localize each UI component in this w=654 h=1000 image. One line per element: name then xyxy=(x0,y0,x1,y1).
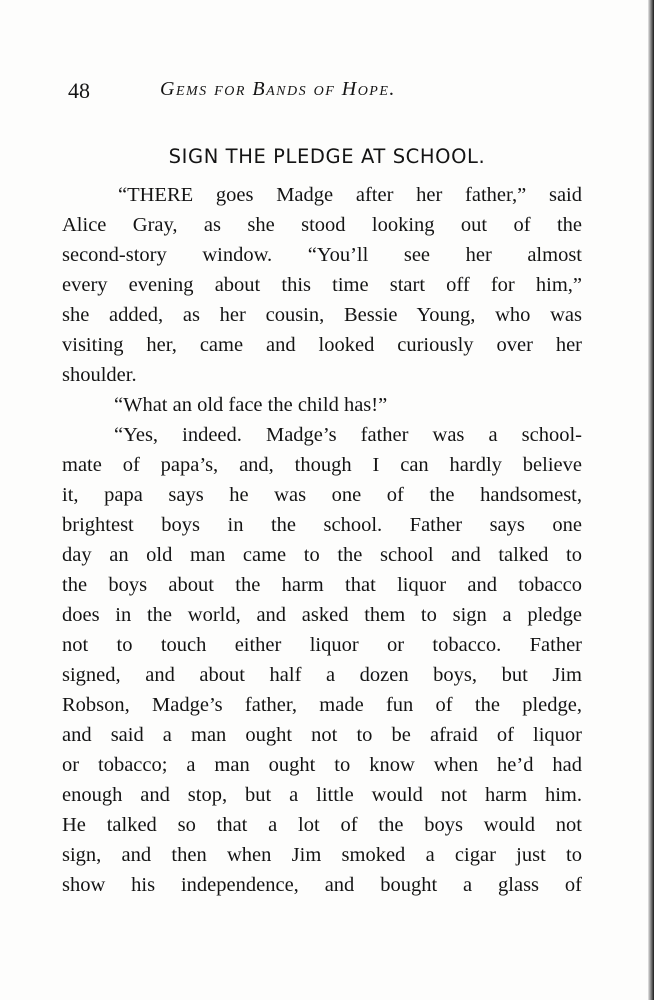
text-line: does in the world, and asked them to sign a pledge xyxy=(62,604,582,626)
section-heading: SIGN THE PLEDGE AT SCHOOL. xyxy=(168,145,486,168)
text-line: sign, and then when Jim smoked a cigar just to xyxy=(62,844,582,866)
text-line: second-story window. “You’ll see her almost xyxy=(62,244,582,266)
running-head xyxy=(68,78,488,104)
text-line: day an old man came to the school and talked to xyxy=(62,544,582,566)
text-line: “What an old face the child has!” xyxy=(114,394,388,416)
text-line: Alice Gray, as she stood looking out of the xyxy=(62,214,582,236)
text-line: Robson, Madge’s father, made fun of the pledge, xyxy=(62,694,582,716)
text-line: it, papa says he was one of the handsomest, xyxy=(62,484,582,506)
text-line: she added, as her cousin, Bessie Young, who was xyxy=(62,304,582,326)
text-line: not to touch either liquor or tobacco. Father xyxy=(62,634,582,656)
text-line: brightest boys in the school. Father says one xyxy=(62,514,582,536)
text-line: the boys about the harm that liquor and tobacco xyxy=(62,574,582,596)
text-line: or tobacco; a man ought to know when he’d had xyxy=(62,754,582,776)
text-line: “THERE goes Madge after her father,” said xyxy=(118,184,582,206)
text-line: every evening about this time start off for him,” xyxy=(62,274,582,296)
text-line: “Yes, indeed. Madge’s father was a school- xyxy=(114,424,582,446)
text-line: enough and stop, but a little would not harm him. xyxy=(62,784,582,806)
running-title: Gems for Bands of Hope. xyxy=(160,78,396,100)
page-number: 48 xyxy=(68,78,90,103)
text-line: show his independence, and bought a glass of xyxy=(62,874,582,896)
text-line: and said a man ought not to be afraid of liquor xyxy=(62,724,582,746)
text-line: shoulder. xyxy=(62,364,137,386)
text-line: signed, and about half a dozen boys, but Jim xyxy=(62,664,582,686)
text-line: He talked so that a lot of the boys would not xyxy=(62,814,582,836)
text-line: mate of papa’s, and, though I can hardly believe xyxy=(62,454,582,476)
text-line: visiting her, came and looked curiously over her xyxy=(62,334,582,356)
